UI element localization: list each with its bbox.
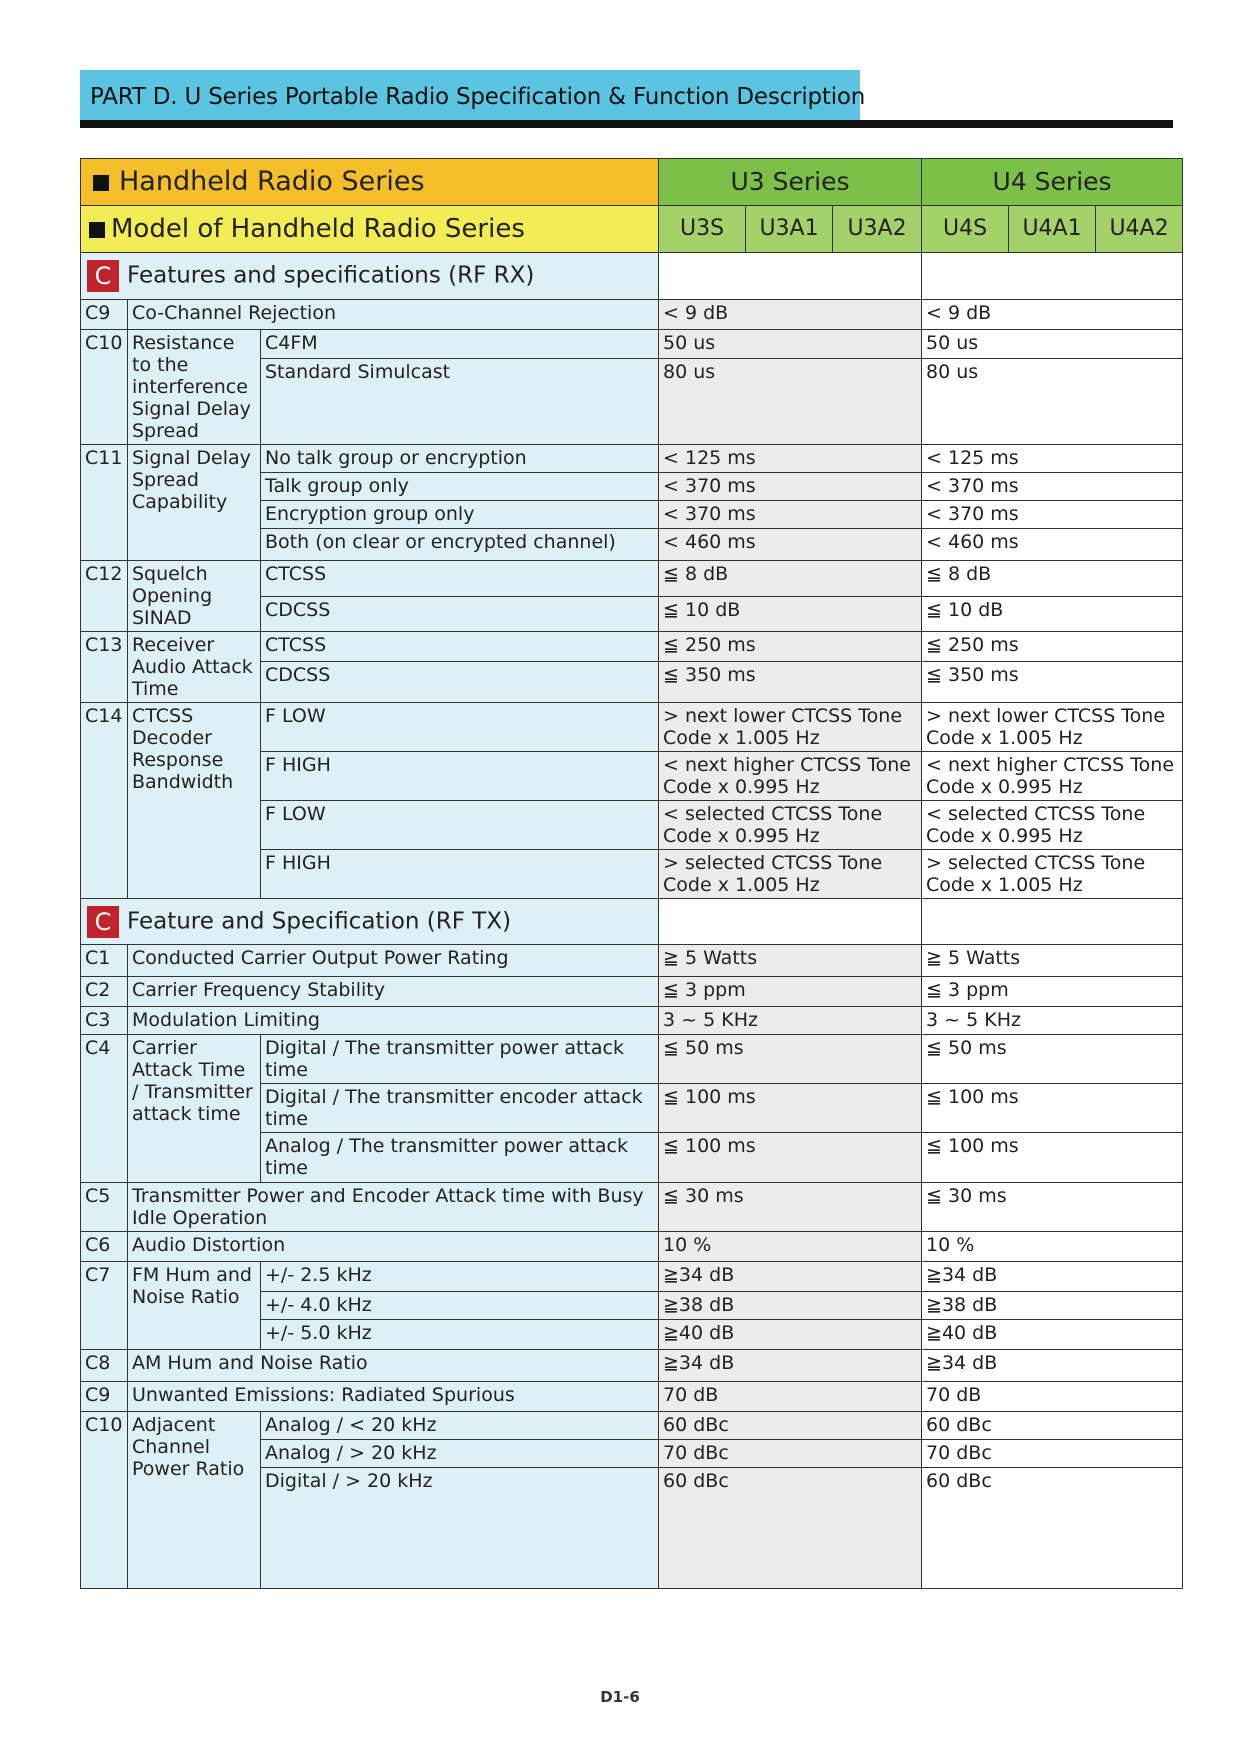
spec-label: AM Hum and Noise Ratio (128, 1350, 659, 1382)
u4-value: > next lower CTCSS Tone Code x 1.005 Hz (922, 703, 1183, 752)
spec-id: C3 (81, 1007, 128, 1035)
spec-sublabel: Standard Simulcast (261, 359, 659, 445)
u4-value: ≦ 10 dB (922, 596, 1183, 632)
u4-value: 80 us (922, 359, 1183, 445)
u3-value: < 460 ms (659, 529, 922, 561)
u3-value: < 370 ms (659, 501, 922, 529)
u3-value: < 370 ms (659, 473, 922, 501)
u3-value: ≦ 100 ms (659, 1084, 922, 1133)
spec-sublabel: Analog / > 20 kHz (261, 1440, 659, 1468)
spec-row (81, 1183, 1183, 1232)
spec-label: Modulation Limiting (128, 1007, 659, 1035)
spec-sublabel: Digital / > 20 kHz (261, 1468, 659, 1589)
section-title: Feature and Specification (RF TX) (127, 908, 512, 934)
u4-value: ≧ 5 Watts (922, 945, 1183, 977)
u4-value: < 370 ms (922, 473, 1183, 501)
spec-label: Transmitter Power and Encoder Attack time with Busy Idle Operation (128, 1183, 659, 1232)
model-u3s: U3S (659, 206, 746, 253)
u3-series-header: U3 Series (659, 159, 922, 206)
u3-value: ≧34 dB (659, 1262, 922, 1292)
header-rule (80, 120, 1173, 128)
spec-sublabel: F HIGH (261, 752, 659, 801)
section-title: Features and specifications (RF RX) (127, 262, 535, 289)
spec-sublabel: +/- 2.5 kHz (261, 1262, 659, 1292)
u4-value: ≧38 dB (922, 1292, 1183, 1320)
u4-value: 50 us (922, 330, 1183, 359)
spec-subrow (81, 1412, 1183, 1440)
spec-sublabel: F LOW (261, 801, 659, 850)
u4-value: ≦ 250 ms (922, 632, 1183, 662)
spec-row (81, 977, 1183, 1007)
u3-value: ≧40 dB (659, 1320, 922, 1350)
u3-value: 10 % (659, 1232, 922, 1262)
square-bullet-icon (93, 175, 109, 191)
u4-value: ≧34 dB (922, 1262, 1183, 1292)
u3-value: ≧ 5 Watts (659, 945, 922, 977)
spec-id: C10 (81, 330, 128, 445)
spec-subrow (81, 561, 1183, 597)
spec-row (81, 945, 1183, 977)
u3-value: ≦ 350 ms (659, 662, 922, 703)
spec-label: Unwanted Emissions: Radiated Spurious (128, 1382, 659, 1412)
spec-label: CTCSS Decoder Response Bandwidth (128, 703, 261, 899)
spec-sublabel: Encryption group only (261, 501, 659, 529)
u3-value: ≧34 dB (659, 1350, 922, 1382)
u3-value: ≦ 3 ppm (659, 977, 922, 1007)
u4-value: 70 dB (922, 1382, 1183, 1412)
spec-id: C8 (81, 1350, 128, 1382)
spec-id: C10 (81, 1412, 128, 1589)
spec-subrow (81, 1035, 1183, 1084)
u4-value: 10 % (922, 1232, 1183, 1262)
model-u3a2: U3A2 (833, 206, 922, 253)
spec-row (81, 1007, 1183, 1035)
u3-value: 70 dB (659, 1382, 922, 1412)
page-title: PART D. U Series Portable Radio Specification & Function Description (90, 84, 866, 110)
spec-id: C14 (81, 703, 128, 899)
u3-value: > selected CTCSS Tone Code x 1.005 Hz (659, 850, 922, 899)
u3-value: 70 dBc (659, 1440, 922, 1468)
u4-value: ≧34 dB (922, 1350, 1183, 1382)
spec-sublabel: Talk group only (261, 473, 659, 501)
model-u4a2: U4A2 (1096, 206, 1183, 253)
spec-label: Receiver Audio Attack Time (128, 632, 261, 703)
spec-id: C7 (81, 1262, 128, 1350)
u3-value: ≧38 dB (659, 1292, 922, 1320)
section-header (81, 899, 659, 945)
spec-label: Resistance to the interference Signal Delay Spread (128, 330, 261, 445)
spec-id: C13 (81, 632, 128, 703)
u3-value: 80 us (659, 359, 922, 445)
spec-id: C2 (81, 977, 128, 1007)
u3-value: 60 dBc (659, 1468, 922, 1589)
section-c-icon: C (87, 260, 119, 292)
spec-id: C6 (81, 1232, 128, 1262)
model-header-cell (81, 206, 659, 253)
section-u3-blank (659, 253, 922, 300)
model-u4a1: U4A1 (1009, 206, 1096, 253)
u4-value: < 9 dB (922, 300, 1183, 330)
u4-value: 60 dBc (922, 1412, 1183, 1440)
spec-sublabel: +/- 5.0 kHz (261, 1320, 659, 1350)
u4-value: < 460 ms (922, 529, 1183, 561)
spec-sublabel: C4FM (261, 330, 659, 359)
spec-subrow (81, 1262, 1183, 1292)
section-header (81, 253, 659, 300)
u4-value: ≦ 50 ms (922, 1035, 1183, 1084)
section-u3-blank (659, 899, 922, 945)
spec-label: Carrier Frequency Stability (128, 977, 659, 1007)
spec-subrow (81, 330, 1183, 359)
spec-sublabel: Digital / The transmitter power attack time (261, 1035, 659, 1084)
u3-value: ≦ 250 ms (659, 632, 922, 662)
u4-value: > selected CTCSS Tone Code x 1.005 Hz (922, 850, 1183, 899)
spec-id: C12 (81, 561, 128, 632)
spec-id: C9 (81, 1382, 128, 1412)
spec-label: Squelch Opening SINAD (128, 561, 261, 632)
spec-sublabel: Both (on clear or encrypted channel) (261, 529, 659, 561)
spec-sublabel: CTCSS (261, 632, 659, 662)
u4-value: ≧40 dB (922, 1320, 1183, 1350)
u3-value: < next higher CTCSS Tone Code x 0.995 Hz (659, 752, 922, 801)
spec-subrow (81, 632, 1183, 662)
spec-sublabel: CDCSS (261, 662, 659, 703)
u4-value: < 370 ms (922, 501, 1183, 529)
spec-row (81, 1382, 1183, 1412)
u4-value: ≦ 8 dB (922, 561, 1183, 597)
section-c-icon: C (87, 906, 119, 938)
spec-label: Audio Distortion (128, 1232, 659, 1262)
u4-value: ≦ 100 ms (922, 1084, 1183, 1133)
spec-sublabel: Digital / The transmitter encoder attack time (261, 1084, 659, 1133)
spec-sublabel: CTCSS (261, 561, 659, 597)
spec-row (81, 1350, 1183, 1382)
u4-value: < selected CTCSS Tone Code x 0.995 Hz (922, 801, 1183, 850)
u3-value: ≦ 30 ms (659, 1183, 922, 1232)
u4-value: ≦ 350 ms (922, 662, 1183, 703)
section-u4-blank (922, 899, 1183, 945)
spec-label: FM Hum and Noise Ratio (128, 1262, 261, 1350)
u4-value: 3 ~ 5 KHz (922, 1007, 1183, 1035)
spec-subrow (81, 445, 1183, 473)
spec-id: C4 (81, 1035, 128, 1183)
u3-value: 3 ~ 5 KHz (659, 1007, 922, 1035)
spec-sublabel: F HIGH (261, 850, 659, 899)
series-label: Handheld Radio Series (119, 166, 425, 197)
model-u4s: U4S (922, 206, 1009, 253)
spec-table (80, 158, 1183, 1589)
spec-sublabel: +/- 4.0 kHz (261, 1292, 659, 1320)
u4-value: < 125 ms (922, 445, 1183, 473)
u4-value: 70 dBc (922, 1440, 1183, 1468)
u4-value: ≦ 30 ms (922, 1183, 1183, 1232)
spec-sublabel: No talk group or encryption (261, 445, 659, 473)
section-u4-blank (922, 253, 1183, 300)
spec-row (81, 300, 1183, 330)
u3-value: 50 us (659, 330, 922, 359)
spec-label: Carrier Attack Time / Transmitter attack time (128, 1035, 261, 1183)
u3-value: > next lower CTCSS Tone Code x 1.005 Hz (659, 703, 922, 752)
spec-id: C1 (81, 945, 128, 977)
spec-subrow (81, 703, 1183, 752)
spec-label: Conducted Carrier Output Power Rating (128, 945, 659, 977)
u3-value: < selected CTCSS Tone Code x 0.995 Hz (659, 801, 922, 850)
spec-id: C11 (81, 445, 128, 561)
series-header-cell (81, 159, 659, 206)
u4-value: 60 dBc (922, 1468, 1183, 1589)
u3-value: ≦ 50 ms (659, 1035, 922, 1084)
model-u3a1: U3A1 (746, 206, 833, 253)
u3-value: 60 dBc (659, 1412, 922, 1440)
u3-value: ≦ 8 dB (659, 561, 922, 597)
u3-value: ≦ 100 ms (659, 1133, 922, 1183)
u3-value: ≦ 10 dB (659, 596, 922, 632)
u3-value: < 125 ms (659, 445, 922, 473)
u4-series-header: U4 Series (922, 159, 1183, 206)
spec-label: Adjacent Channel Power Ratio (128, 1412, 261, 1589)
spec-label: Signal Delay Spread Capability (128, 445, 261, 561)
spec-label: Co-Channel Rejection (128, 300, 659, 330)
spec-sublabel: Analog / < 20 kHz (261, 1412, 659, 1440)
u4-value: ≦ 100 ms (922, 1133, 1183, 1183)
u3-value: < 9 dB (659, 300, 922, 330)
spec-sublabel: Analog / The transmitter power attack time (261, 1133, 659, 1183)
spec-id: C5 (81, 1183, 128, 1232)
square-bullet-icon (89, 222, 105, 238)
page-number: D1-6 (600, 1688, 640, 1706)
spec-id: C9 (81, 300, 128, 330)
spec-row (81, 1232, 1183, 1262)
u4-value: < next higher CTCSS Tone Code x 0.995 Hz (922, 752, 1183, 801)
spec-sublabel: F LOW (261, 703, 659, 752)
model-label: Model of Handheld Radio Series (111, 214, 525, 244)
spec-sublabel: CDCSS (261, 596, 659, 632)
u4-value: ≦ 3 ppm (922, 977, 1183, 1007)
